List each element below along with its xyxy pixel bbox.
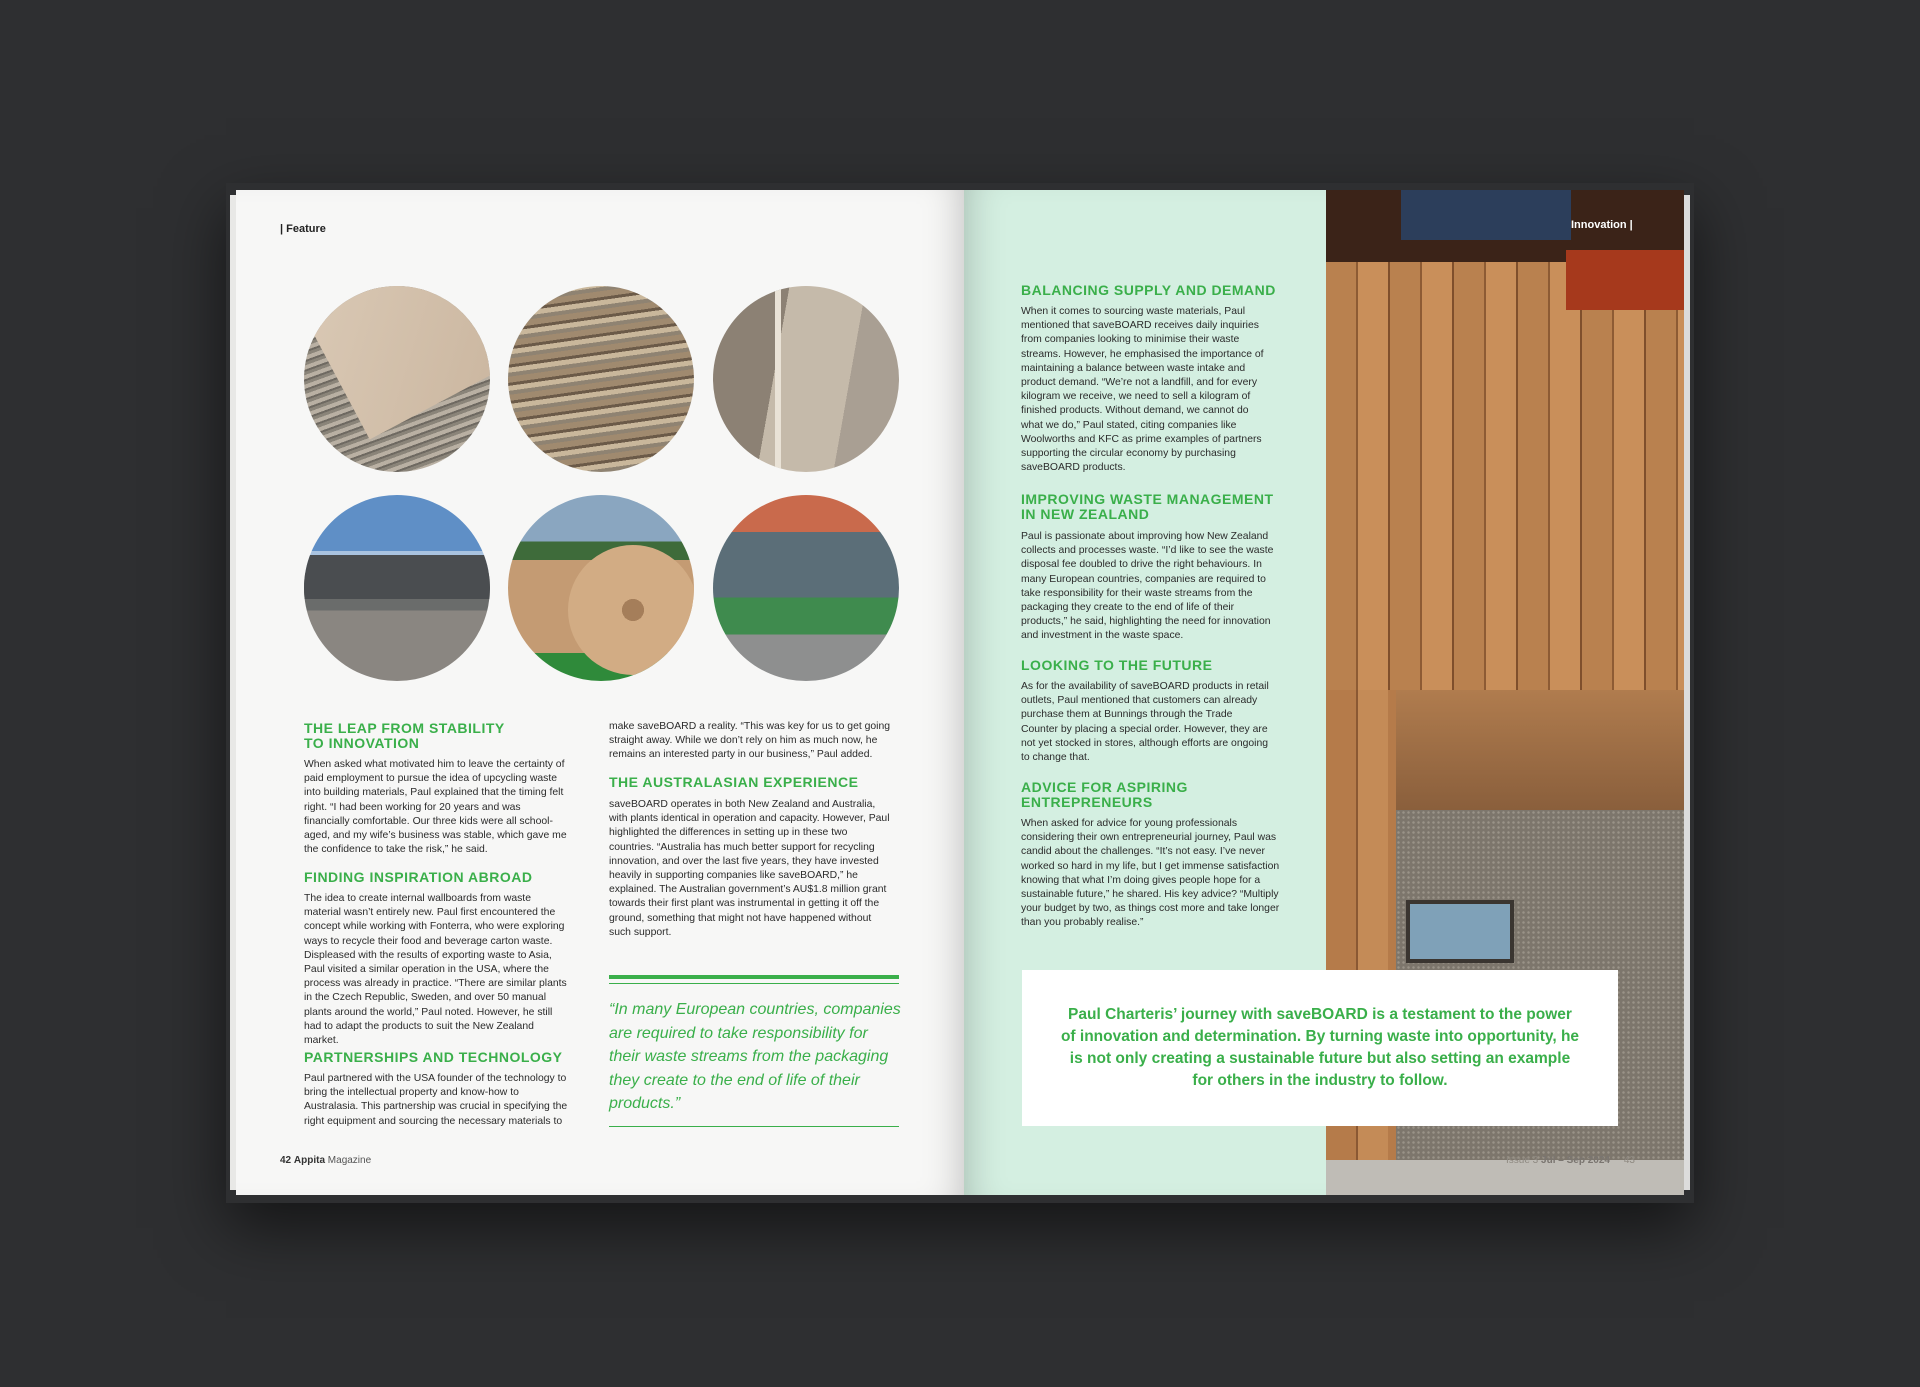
body-balancing-supply: When it comes to sourcing waste materials, Paul mentioned that saveBOARD receives daily inquiries from companies looking to minimise their waste streams. However, he emphasised the importance of maintaining a balance between waste intake and product demand. “We’re not a landfill, and for every kilogram we receive, we need to sell a kilogram of finished products. Without demand, we cannot do what we do,” Paul stated, citing companies like Woolworths and KFC as prime examples of partners supporting the circular economy by purchasing saveBOARD products. xyxy=(1021,306,1264,474)
heading-finding-inspiration: FINDING INSPIRATION ABROAD xyxy=(304,869,533,885)
pull-quote: “In many European countries, companies are required to take responsibility for their waste streams from the packaging they create to the end of life of their products.” xyxy=(609,1001,901,1112)
heading-australasian-experience: THE AUSTRALASIAN EXPERIENCE xyxy=(609,774,859,790)
photo-circle-factory-exterior xyxy=(304,495,490,681)
photo-circle-board-texture xyxy=(508,286,694,472)
body-continuation: make saveBOARD a reality. “This was key for us to get going straight away. While we don’t rely on him as much now, he remains an interested party in our business,” Paul added. xyxy=(609,721,891,761)
body-australasian-experience: saveBOARD operates in both New Zealand and Australia, with plants identical in operation and capacity. However, Paul highlighted the differences in setting up in these two countries. “Australia has much better support for recycling innovation, and over the last five years, they have invested heavily in supporting companies like saveBOARD,” he explained. The Australian government’s AU$1.8 million grant towards their first plant was instrumental in getting it off the ground, something that might not have happened without such support. xyxy=(609,799,890,938)
body-partnerships: Paul partnered with the USA founder of the technology to bring the intellectual property and know-how to Australasia. This partnership was crucial in specifying the right equipment and sourcing the necessary materials to xyxy=(304,1073,568,1127)
red-fascia xyxy=(1566,250,1684,310)
callout-box xyxy=(1022,970,1618,1126)
quote-rule-bottom xyxy=(609,1126,899,1127)
running-head-innovation: Innovation | xyxy=(1571,219,1633,231)
quote-rule-top xyxy=(609,975,899,979)
heading-looking-to-future: LOOKING TO THE FUTURE xyxy=(1021,657,1213,673)
heading-balancing-supply: BALANCING SUPPLY AND DEMAND xyxy=(1021,282,1276,298)
heading-advice-entrepreneurs: ADVICE FOR ASPIRING ENTREPRENEURS xyxy=(1021,779,1188,810)
left-page xyxy=(236,190,964,1195)
timber-soffit xyxy=(1396,690,1684,810)
heading-improving-waste: IMPROVING WASTE MANAGEMENT IN NEW ZEALAND xyxy=(1021,491,1274,522)
body-improving-waste: Paul is passionate about improving how New Zealand collects and processes waste. “I’d like to see the waste disposal fee doubled to drive the right behaviours. In many European countries, companies are required to take responsibility for their waste streams from the packaging they create to the end of life of their products,” he said, highlighting the need for innovation and investment in the waste space. xyxy=(1021,531,1274,642)
heading-leap-from-stability: THE LEAP FROM STABILITY TO INNOVATION xyxy=(304,720,505,751)
photo-circle-factory-interior xyxy=(713,495,899,681)
folio-left: 42 Appita Magazine xyxy=(280,1155,372,1166)
photo-circle-paper-roll xyxy=(508,495,694,681)
folio-right: Issue 3 Jul – Sep 2024 43 xyxy=(1506,1155,1635,1166)
body-finding-inspiration: The idea to create internal wallboards from waste material wasn’t entirely new. Paul first encountered the concept while working with Fonterra, who were exploring ways to recycle their food and beverage carton waste. Displeased with the results of exporting waste to Asia, Paul visited a similar operation in the USA, where the process was already in practice. “There are similar plants in the Czech Republic, Sweden, and over 50 manual plants around the world,” Paul noted. However, he still had to adapt the products to suit the New Zealand market. xyxy=(304,893,567,1047)
timber-cladding xyxy=(1326,250,1684,690)
photo-circle-board-edge xyxy=(304,286,490,472)
body-advice-entrepreneurs: When asked for advice for young professionals considering their own entrepreneurial journey, Paul was candid about the challenges. “It’s not easy. I’ve never worked so hard in my life, but I get immense satisfaction knowing that what I’m doing gives people hope for a sustainable future,” he shared. His key advice? “Multiply your budget by two, as things cost more and take longer than you probably realise.” xyxy=(1021,818,1280,929)
upper-window xyxy=(1401,190,1571,240)
heading-partnerships: PARTNERSHIPS AND TECHNOLOGY xyxy=(304,1049,563,1065)
body-looking-to-future: As for the availability of saveBOARD products in retail outlets, Paul mentioned that customers can already purchase them at Bunnings through the Trade Counter by placing a special order. However, they are not yet stocked in stores, although efforts are ongoing to change that. xyxy=(1021,681,1269,764)
body-leap-from-stability: When asked what motivated him to leave the certainty of paid employment to pursue the idea of upcycling waste into building materials, Paul explained that the timing felt right. “I had been working for 20 years and was financially comfortable. Our three kids were all school-aged, and my wife’s business was stable, which gave me the confidence to take the risk,” he said. xyxy=(304,759,567,856)
quote-rule-top-thin xyxy=(609,983,899,984)
callout-text: Paul Charteris’ journey with saveBOARD is a testament to the power of innovation and determination. By turning waste into opportunity, he is not only creating a sustainable future but also setting an example for others in the industry to follow. xyxy=(1060,1006,1580,1089)
running-head-feature: | Feature xyxy=(280,223,326,235)
photo-circle-interior-wall xyxy=(713,286,899,472)
interior-window xyxy=(1406,900,1514,963)
